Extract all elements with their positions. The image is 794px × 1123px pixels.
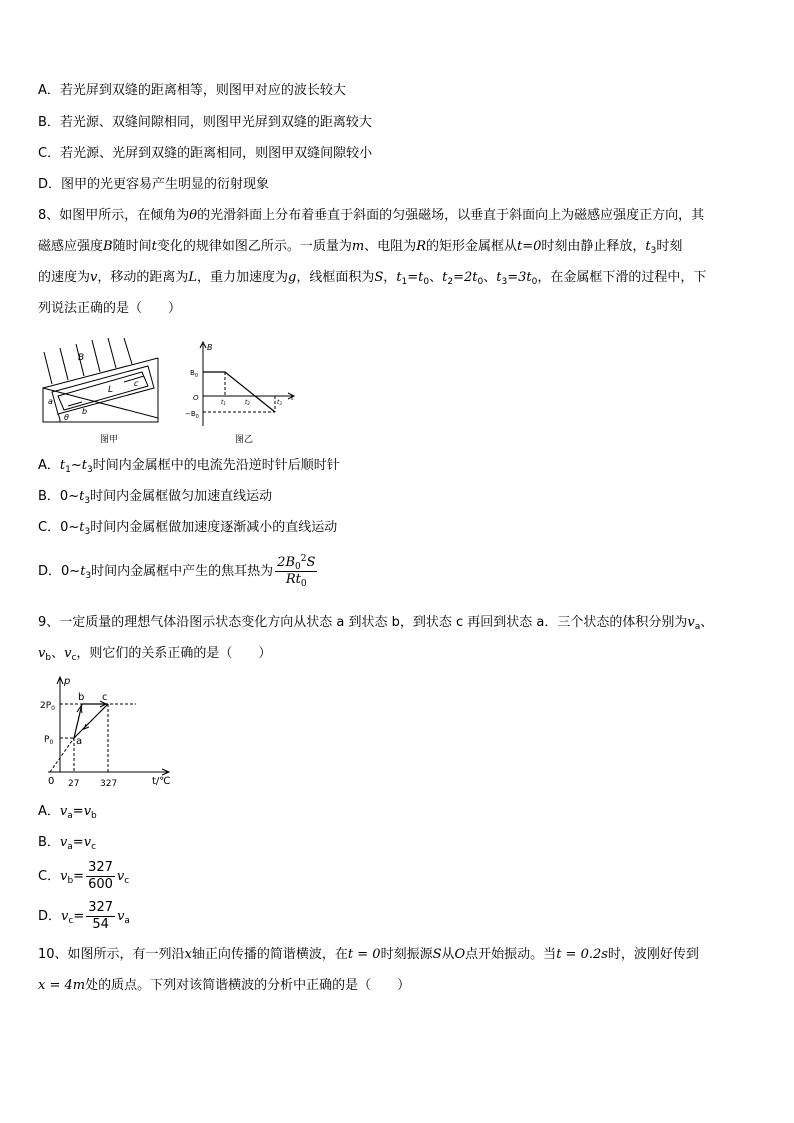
svg-text:B: B bbox=[207, 343, 213, 352]
svg-text:b: b bbox=[82, 407, 88, 416]
svg-text:B: B bbox=[78, 353, 85, 363]
svg-text:t1: t1 bbox=[221, 399, 226, 406]
svg-text:−B0: $-B_0$ bbox=[185, 410, 199, 420]
svg-text:P0: $P_0$ bbox=[44, 735, 54, 746]
q7-option-d: D．图甲的光更容易产生明显的衍射现象 bbox=[38, 177, 270, 192]
svg-text:t2: t2 bbox=[245, 399, 250, 406]
q9-option-a: A．$v_a=v_b$ bbox=[38, 804, 97, 821]
q9-pt-graph bbox=[38, 672, 188, 790]
svg-text:L: L bbox=[108, 385, 114, 395]
q7-option-c: C．若光源、光屏到双缝的距离相同，则图甲双缝间隙较小 bbox=[38, 146, 373, 161]
svg-text:0: 0 bbox=[48, 776, 55, 787]
svg-text:c: c bbox=[102, 692, 108, 703]
q8-option-d: D．$0\sim t_3$时间内金属框中产生的焦耳热为 $\frac{2B_0^2S}{Rt_0}$ bbox=[38, 554, 316, 589]
q9-stem-line1: 9、一定质量的理想气体沿图示状态变化方向从状态 a 到状态 b，到状态 c 再回到状态 a．三个状态的体积分别为$v_a$、 bbox=[38, 615, 714, 632]
svg-text:b: b bbox=[78, 692, 85, 703]
q7-option-b: B．若光源、双缝间隙相同，则图甲光屏到双缝的距离较大 bbox=[38, 115, 372, 130]
svg-text:t/℃: t/℃ bbox=[152, 776, 171, 787]
q8-option-c: C．$0\sim t_3$时间内金属框做加速度逐渐减小的直线运动 bbox=[38, 520, 338, 537]
q10-stem-line2: x = 4m处的质点。下列对该简谐横波的分析中正确的是（ ） bbox=[38, 978, 411, 993]
q8-option-b: B．$0\sim t_3$时间内金属框做匀加速直线运动 bbox=[38, 489, 273, 506]
q9-stem-line2: $v_b$、$v_c$，则它们的关系正确的是（ ） bbox=[38, 646, 272, 663]
svg-text:t: t bbox=[291, 394, 294, 402]
svg-text:O: O bbox=[193, 394, 199, 402]
q8-figure-incline bbox=[38, 336, 168, 446]
q9-option-b: B．$v_a=v_c$ bbox=[38, 835, 97, 852]
fig1-caption: 图甲 bbox=[100, 435, 119, 445]
svg-text:t3: t3 bbox=[277, 399, 282, 406]
svg-text:p: p bbox=[64, 676, 71, 687]
q9-option-d: D．$v_c=$ $\frac{327}{54}$ $v_a$ bbox=[38, 900, 130, 932]
svg-text:θ: θ bbox=[64, 413, 69, 422]
q8-figure-bt-graph bbox=[185, 336, 305, 446]
q8-stem-line1: 8、如图甲所示，在倾角为θ的光滑斜面上分布着垂直于斜面的匀强磁场，以垂直于斜面向上为磁感应强度正方向，其 bbox=[38, 208, 705, 223]
q8-option-a: A．$t_1\sim t_3$时间内金属框中的电流先沿逆时针后顺时针 bbox=[38, 458, 340, 475]
fig2-caption: 图乙 bbox=[235, 435, 254, 445]
q7-option-a: A．若光屏到双缝的距离相等，则图甲对应的波长较大 bbox=[38, 83, 346, 98]
svg-text:327: 327 bbox=[100, 779, 118, 789]
svg-text:B0: $B_0$ bbox=[190, 369, 198, 379]
svg-text:a: a bbox=[76, 736, 83, 747]
q8-option-d-fraction: $\frac{2B_0^2S}{Rt_0}$ bbox=[277, 554, 316, 589]
q9-option-c: C．$v_b=$ $\frac{327}{600}$ $v_c$ bbox=[38, 860, 130, 892]
svg-text:27: 27 bbox=[68, 779, 80, 789]
q8-stem-line4: 列说法正确的是（ ） bbox=[38, 301, 182, 316]
q8-stem-line3: 的速度为v，移动的距离为L，重力加速度为g，线框面积为S，$t_1=t_0$、$t_2=2t_0$、$t_3=3t_0$，在金属框下滑的过程中，下 bbox=[38, 270, 707, 287]
q10-stem-line1: 10、如图所示，有一列沿x轴正向传播的简谐横波，在t = 0时刻振源S从O点开始振动。当t = 0.2s时，波刚好传到 bbox=[38, 947, 699, 962]
svg-text:a: a bbox=[48, 397, 53, 406]
svg-text:2P0: $2P_0$ bbox=[40, 701, 55, 712]
svg-text:c: c bbox=[134, 379, 139, 388]
q8-stem-line2: 磁感应强度B随时间t变化的规律如图乙所示。一质量为m、电阻为R的矩形金属框从t=0时刻由静止释放，$t_3$时刻 bbox=[38, 239, 683, 256]
